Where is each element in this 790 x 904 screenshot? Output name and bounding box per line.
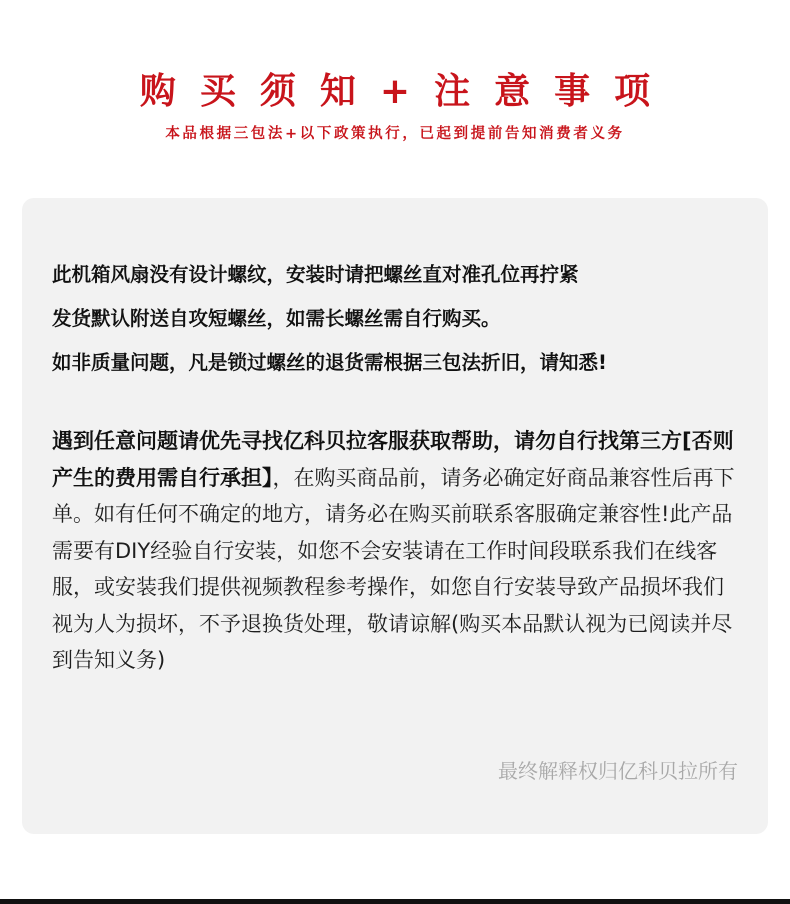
page-title: 购买须知+注意事项 xyxy=(139,71,675,112)
notice-list xyxy=(52,253,742,385)
footer-note: 最终解释权归亿科贝拉所有 xyxy=(498,759,738,783)
support-emphasis: 遇到任意问题请优先寻找亿科贝拉客服获取帮助，请勿自行找第三方[否则产生的费用需自行承担】 xyxy=(52,429,734,490)
bottom-divider xyxy=(0,899,790,904)
support-paragraph xyxy=(52,423,744,679)
header xyxy=(0,0,790,190)
notice-item-screw-alignment: 此机箱风扇没有设计螺纹，安装时请把螺丝直对准孔位再拧紧 xyxy=(52,263,579,286)
notice-item-return-policy: 如非质量问题，凡是锁过螺丝的退货需根据三包法折旧，请知悉! xyxy=(52,351,607,374)
support-text: ，在购买商品前，请务必确定好商品兼容性后再下单。如有任何不确定的地方，请务必在购买前联系客服确定兼容性!此产品需要有DIY经验自行安装，如您不会安装请在工作时间段联系我们在线客服，或安装我们提供视频教程参考操作，如您自行安装导致产品损坏我们视为人为损坏，不予退换货处理，敬请谅解(购买本品默认视为已阅读并尽到告知义务) xyxy=(52,465,735,672)
page-subtitle: 本品根据三包法+以下政策执行，已起到提前告知消费者义务 xyxy=(165,126,625,142)
notice-item-screw-shipping: 发货默认附送自攻短螺丝，如需长螺丝需自行购买。 xyxy=(52,307,501,330)
notice-panel xyxy=(22,198,768,834)
